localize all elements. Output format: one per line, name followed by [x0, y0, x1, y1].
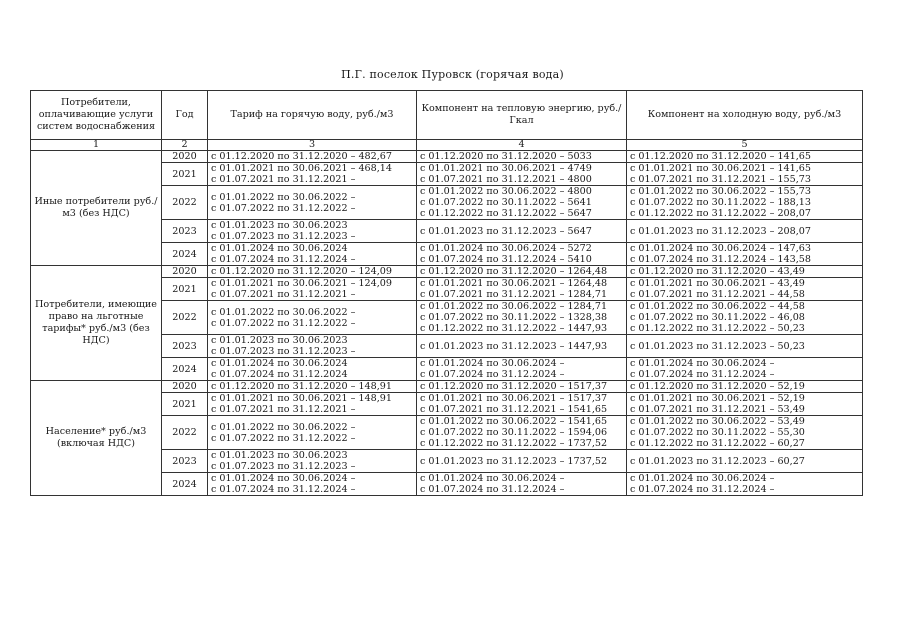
tariff-cell	[208, 450, 417, 473]
cold-period-line: с 01.01.2022 по 30.06.2022 – 44,58	[630, 301, 805, 312]
heat-period-line: с 01.01.2022 по 30.06.2022 – 4800	[420, 186, 592, 197]
cold-cell	[627, 416, 863, 450]
cold-cell	[627, 278, 863, 301]
heat-cell	[417, 358, 627, 381]
cold-period-line: с 01.12.2020 по 31.12.2020 – 43,49	[630, 266, 805, 277]
tariff-period-line: с 01.01.2023 по 30.06.2023	[211, 335, 348, 346]
heat-period-line: с 01.12.2020 по 31.12.2020 – 5033	[420, 151, 592, 162]
tariff-period-line: с 01.07.2023 по 31.12.2023 –	[211, 231, 356, 242]
header-row	[31, 91, 863, 140]
tariff-cell	[208, 220, 417, 243]
cold-period-line: с 01.01.2023 по 31.12.2023 – 60,27	[630, 455, 805, 467]
tariff-cell	[208, 163, 417, 186]
tariff-period-line: с 01.07.2022 по 31.12.2022 –	[211, 317, 356, 329]
tariff-period-line: с 01.07.2023 по 31.12.2023 –	[211, 461, 356, 472]
heat-cell	[417, 278, 627, 301]
table-row	[31, 151, 863, 163]
column-number: 4	[417, 140, 627, 151]
tariff-period-line: с 01.07.2024 по 31.12.2024	[211, 369, 348, 380]
cold-period-line: с 01.07.2021 по 31.12.2021 – 53,49	[630, 404, 805, 415]
year-cell: 2020	[162, 266, 208, 278]
column-number: 5	[627, 140, 863, 151]
cold-period-line: с 01.01.2023 по 31.12.2023 – 208,07	[630, 225, 812, 237]
heat-period-line: с 01.12.2020 по 31.12.2020 – 1517,37	[420, 381, 608, 392]
heat-period-line: с 01.01.2021 по 30.06.2021 – 4749	[420, 163, 592, 174]
cold-period-line: с 01.01.2023 по 31.12.2023 – 50,23	[630, 340, 805, 352]
tariff-period-line: с 01.07.2022 по 31.12.2022 –	[211, 202, 356, 214]
tariff-cell	[208, 266, 417, 278]
cold-cell	[627, 186, 863, 220]
year-cell: 2024	[162, 473, 208, 496]
cold-period-line: с 01.07.2024 по 31.12.2024 –	[630, 484, 775, 495]
tariff-cell	[208, 243, 417, 266]
year-cell: 2024	[162, 243, 208, 266]
tariff-period-line: с 01.01.2021 по 30.06.2021 – 124,09	[211, 278, 393, 289]
cold-period-line: с 01.01.2022 по 30.06.2022 – 155,73	[630, 186, 812, 197]
cold-cell	[627, 381, 863, 393]
cold-period-line: с 01.01.2021 по 30.06.2021 – 141,65	[630, 163, 812, 174]
heat-cell	[417, 243, 627, 266]
header-cold-component: Компонент на холодную воду, руб./м3	[627, 91, 863, 140]
heat-period-line: с 01.01.2021 по 30.06.2021 – 1264,48	[420, 278, 608, 289]
heat-period-line: с 01.12.2022 по 31.12.2022 – 5647	[420, 208, 592, 219]
page-title: П.Г. поселок Пуровск (горячая вода)	[341, 68, 564, 81]
heat-cell	[417, 266, 627, 278]
cold-period-line: с 01.12.2022 по 31.12.2022 – 208,07	[630, 208, 812, 219]
tariff-period-line: с 01.01.2021 по 30.06.2021 – 148,91	[211, 393, 393, 404]
year-cell: 2021	[162, 393, 208, 416]
heat-period-line: с 01.12.2020 по 31.12.2020 – 1264,48	[420, 266, 608, 277]
tariff-period-line: с 01.12.2020 по 31.12.2020 – 482,67	[211, 151, 393, 162]
year-cell: 2021	[162, 163, 208, 186]
heat-cell	[417, 416, 627, 450]
heat-cell	[417, 151, 627, 163]
cold-cell	[627, 220, 863, 243]
cold-cell	[627, 151, 863, 163]
year-cell: 2022	[162, 301, 208, 335]
cold-period-line: с 01.12.2022 по 31.12.2022 – 50,23	[630, 323, 805, 334]
cold-period-line: с 01.12.2020 по 31.12.2020 – 141,65	[630, 151, 812, 162]
header-consumers: Потребители, оплачивающие услуги систем водоснабжения	[31, 91, 162, 140]
tariff-period-line: с 01.07.2021 по 31.12.2021 –	[211, 289, 356, 300]
year-cell: 2022	[162, 416, 208, 450]
tariff-period-line: с 01.12.2020 по 31.12.2020 – 124,09	[211, 266, 393, 277]
tariff-cell	[208, 358, 417, 381]
column-number-row	[31, 140, 863, 151]
heat-cell	[417, 393, 627, 416]
heat-period-line: с 01.01.2024 по 30.06.2024 –	[420, 473, 565, 484]
year-cell: 2021	[162, 278, 208, 301]
year-cell: 2023	[162, 220, 208, 243]
heat-period-line: с 01.12.2022 по 31.12.2022 – 1737,52	[420, 438, 608, 449]
tariff-period-line: с 01.01.2022 по 30.06.2022 –	[211, 306, 356, 318]
column-number: 3	[208, 140, 417, 151]
cold-cell	[627, 393, 863, 416]
cold-cell	[627, 243, 863, 266]
tariff-period-line: с 01.07.2021 по 31.12.2021 –	[211, 404, 356, 415]
tariff-period-line: с 01.01.2022 по 30.06.2022 –	[211, 421, 356, 433]
year-cell: 2022	[162, 186, 208, 220]
consumer-category: Иные потребители руб./м3 (без НДС)	[31, 151, 162, 266]
cold-period-line: с 01.12.2022 по 31.12.2022 – 60,27	[630, 438, 805, 449]
cold-period-line: с 01.07.2022 по 30.11.2022 – 188,13	[630, 197, 812, 208]
year-cell: 2020	[162, 151, 208, 163]
tariff-cell	[208, 186, 417, 220]
heat-period-line: с 01.07.2022 по 30.11.2022 – 5641	[420, 197, 592, 208]
heat-period-line: с 01.07.2024 по 31.12.2024 –	[420, 369, 565, 380]
heat-cell	[417, 163, 627, 186]
heat-cell	[417, 473, 627, 496]
table-row	[31, 266, 863, 278]
heat-period-line: с 01.07.2021 по 31.12.2021 – 1284,71	[420, 289, 608, 300]
cold-cell	[627, 358, 863, 381]
heat-period-line: с 01.07.2022 по 30.11.2022 – 1328,38	[420, 312, 608, 323]
cold-period-line: с 01.01.2024 по 30.06.2024 – 147,63	[630, 243, 812, 254]
heat-period-line: с 01.07.2021 по 31.12.2021 – 1541,65	[420, 404, 608, 415]
cold-cell	[627, 266, 863, 278]
heat-cell	[417, 450, 627, 473]
tariff-period-line: с 01.07.2024 по 31.12.2024 –	[211, 484, 356, 495]
heat-period-line: с 01.01.2021 по 30.06.2021 – 1517,37	[420, 393, 608, 404]
cold-period-line: с 01.12.2020 по 31.12.2020 – 52,19	[630, 381, 805, 392]
heat-period-line: с 01.12.2022 по 31.12.2022 – 1447,93	[420, 323, 608, 334]
cold-cell	[627, 301, 863, 335]
cold-cell	[627, 473, 863, 496]
year-cell: 2023	[162, 450, 208, 473]
consumer-category: Потребители, имеющие право на льготные тарифы* руб./м3 (без НДС)	[31, 266, 162, 381]
tariff-period-line: с 01.01.2023 по 30.06.2023	[211, 220, 348, 231]
year-cell: 2023	[162, 335, 208, 358]
cold-period-line: с 01.01.2021 по 30.06.2021 – 43,49	[630, 278, 805, 289]
tariff-cell	[208, 381, 417, 393]
heat-period-line: с 01.01.2023 по 31.12.2023 – 1737,52	[420, 455, 608, 467]
tariff-table	[30, 90, 863, 496]
cold-period-line: с 01.07.2022 по 30.11.2022 – 46,08	[630, 312, 805, 323]
tariff-period-line: с 01.01.2024 по 30.06.2024	[211, 243, 348, 254]
heat-cell	[417, 381, 627, 393]
cold-period-line: с 01.01.2021 по 30.06.2021 – 52,19	[630, 393, 805, 404]
year-cell: 2024	[162, 358, 208, 381]
cold-period-line: с 01.07.2022 по 30.11.2022 – 55,30	[630, 427, 805, 438]
cold-period-line: с 01.07.2024 по 31.12.2024 –	[630, 369, 775, 380]
cold-period-line: с 01.07.2021 по 31.12.2021 – 44,58	[630, 289, 805, 300]
tariff-period-line: с 01.01.2024 по 30.06.2024	[211, 358, 348, 369]
cold-period-line: с 01.01.2022 по 30.06.2022 – 53,49	[630, 416, 805, 427]
tariff-period-line: с 01.01.2022 по 30.06.2022 –	[211, 191, 356, 203]
heat-period-line: с 01.07.2024 по 31.12.2024 – 5410	[420, 254, 592, 265]
heat-period-line: с 01.01.2023 по 31.12.2023 – 5647	[420, 225, 592, 237]
cold-cell	[627, 163, 863, 186]
tariff-table-body	[31, 151, 863, 496]
tariff-period-line: с 01.01.2024 по 30.06.2024 –	[211, 473, 356, 484]
cold-period-line: с 01.07.2024 по 31.12.2024 – 143,58	[630, 254, 812, 265]
heat-period-line: с 01.01.2024 по 30.06.2024 –	[420, 358, 565, 369]
tariff-cell	[208, 335, 417, 358]
header-tariff: Тариф на горячую воду, руб./м3	[208, 91, 417, 140]
tariff-cell	[208, 278, 417, 301]
heat-period-line: с 01.07.2022 по 30.11.2022 – 1594,06	[420, 427, 608, 438]
cold-cell	[627, 450, 863, 473]
tariff-period-line: с 01.01.2023 по 30.06.2023	[211, 450, 348, 461]
heat-cell	[417, 301, 627, 335]
tariff-cell	[208, 301, 417, 335]
column-number: 1	[31, 140, 162, 151]
cold-cell	[627, 335, 863, 358]
cold-period-line: с 01.01.2024 по 30.06.2024 –	[630, 473, 775, 484]
heat-period-line: с 01.07.2021 по 31.12.2021 – 4800	[420, 174, 592, 185]
consumer-category: Население* руб./м3 (включая НДС)	[31, 381, 162, 496]
tariff-cell	[208, 393, 417, 416]
tariff-period-line: с 01.07.2021 по 31.12.2021 –	[211, 174, 356, 185]
heat-period-line: с 01.01.2022 по 30.06.2022 – 1284,71	[420, 301, 608, 312]
tariff-period-line: с 01.07.2022 по 31.12.2022 –	[211, 432, 356, 444]
header-heat-component: Компонент на тепловую энергию, руб./Гкал	[417, 91, 627, 140]
year-cell: 2020	[162, 381, 208, 393]
cold-period-line: с 01.01.2024 по 30.06.2024 –	[630, 358, 775, 369]
column-number: 2	[162, 140, 208, 151]
tariff-period-line: с 01.07.2024 по 31.12.2024 –	[211, 254, 356, 265]
heat-cell	[417, 220, 627, 243]
table-row	[31, 381, 863, 393]
heat-period-line: с 01.01.2024 по 30.06.2024 – 5272	[420, 243, 592, 254]
tariff-period-line: с 01.07.2023 по 31.12.2023 –	[211, 346, 356, 357]
heat-period-line: с 01.01.2023 по 31.12.2023 – 1447,93	[420, 340, 608, 352]
tariff-period-line: с 01.01.2021 по 30.06.2021 – 468,14	[211, 163, 393, 174]
tariff-cell	[208, 151, 417, 163]
header-year: Год	[162, 91, 208, 140]
heat-period-line: с 01.07.2024 по 31.12.2024 –	[420, 484, 565, 495]
tariff-period-line: с 01.12.2020 по 31.12.2020 – 148,91	[211, 381, 393, 392]
cold-period-line: с 01.07.2021 по 31.12.2021 – 155,73	[630, 174, 812, 185]
heat-cell	[417, 186, 627, 220]
tariff-cell	[208, 473, 417, 496]
heat-period-line: с 01.01.2022 по 30.06.2022 – 1541,65	[420, 416, 608, 427]
heat-cell	[417, 335, 627, 358]
tariff-cell	[208, 416, 417, 450]
